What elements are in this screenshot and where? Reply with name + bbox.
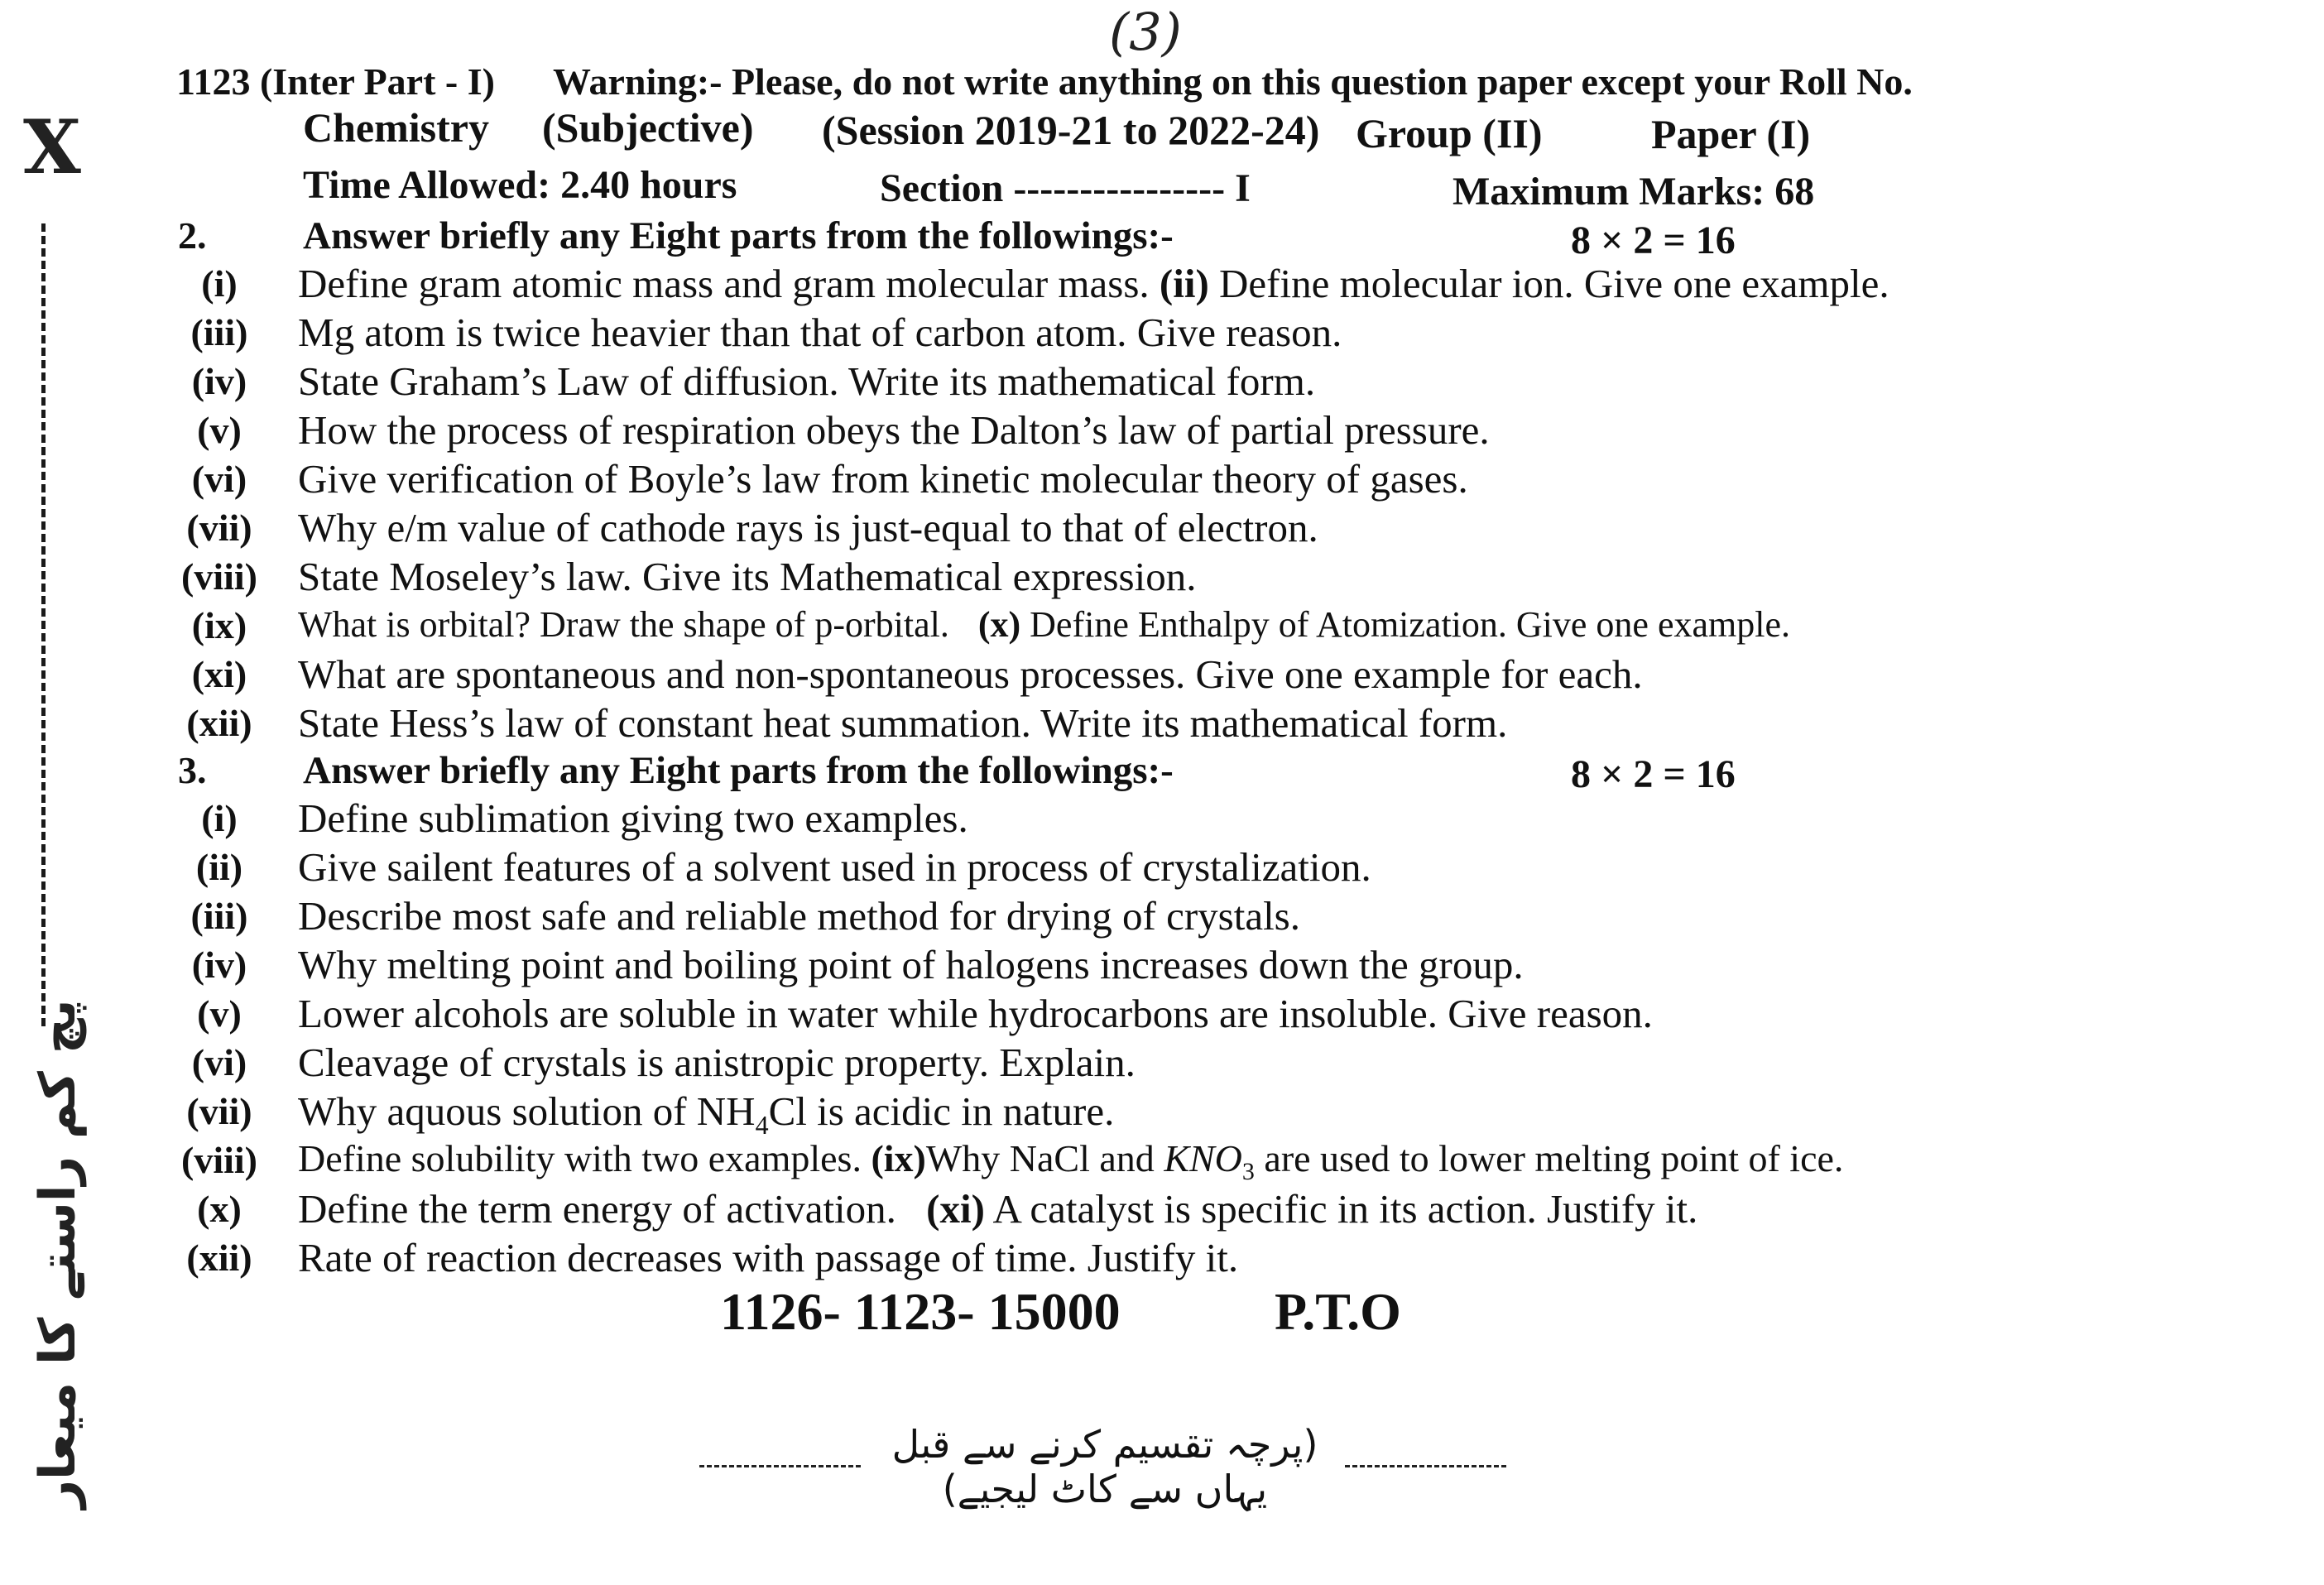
q2-part-number: (ix) xyxy=(191,604,247,646)
q3-part-number: (vi) xyxy=(191,1041,247,1083)
q2-part-number: (iii) xyxy=(190,311,248,353)
group: Group (II) xyxy=(1356,110,1543,156)
q2-part-text: Give verification of Boyle’s law from kinetic molecular theory of gases. xyxy=(298,456,1468,502)
side-cross-mark: X xyxy=(23,103,81,191)
paper-type: (Subjective) xyxy=(542,104,754,151)
q3-part-text: Cleavage of crystals is anistropic property. Explain. xyxy=(298,1040,1136,1085)
q3-marks: 8 × 2 = 16 xyxy=(1571,752,1736,796)
q3-part-text: Why NaCl and $KNO_3$ are used to lower melting point of ice. xyxy=(925,1137,1844,1186)
q2-part-text: State Moseley’s law. Give its Mathematical expression. xyxy=(298,554,1197,599)
session: (Session 2019-21 to 2022-24) xyxy=(822,107,1320,153)
q3-part-number: (v) xyxy=(197,992,242,1035)
q2-part-number: (iv) xyxy=(191,360,247,402)
q2-part-text: Define gram atomic mass and gram molecular mass. (ii) Define molecular ion. Give one example. xyxy=(298,261,1889,306)
q3-part-text: Define the term energy of activation. (xi) A catalyst is specific in its action. Justify it. xyxy=(298,1186,1698,1232)
cut-instruction: (پرچہ تقسیم کرنے سے قبل یہاں سے کاٹ لیجیے) xyxy=(891,1422,1318,1511)
q3-part-text: Why aquous solution of $NH_4Cl$ is acidic in nature. xyxy=(298,1088,1115,1140)
pto-label: P.T.O xyxy=(1275,1282,1401,1341)
q2-number: 2. xyxy=(178,214,207,257)
paper-code: 1123 (Inter Part - I) xyxy=(176,60,495,103)
q3-number: 3. xyxy=(178,749,207,791)
q2-part-text: Define Enthalpy of Atomization. Give one example. xyxy=(1030,604,1790,645)
q3-part-number: (ii) xyxy=(195,846,243,888)
paper-number: Paper (I) xyxy=(1651,111,1811,157)
q2-marks: 8 × 2 = 16 xyxy=(1571,219,1736,262)
paper-footer-code: 1126- 1123- 15000 xyxy=(720,1282,1121,1341)
q2-part-text: Mg atom is twice heavier than that of carbon atom. Give reason. xyxy=(298,310,1342,355)
q3-part-text: Why melting point and boiling point of halogens increases down the group. xyxy=(298,942,1524,987)
q2-heading: Answer briefly any Eight parts from the followings:- xyxy=(303,214,1174,257)
q3-part-number: (iii) xyxy=(190,895,248,937)
cut-line-left xyxy=(699,1465,861,1467)
q2-part-text: What are spontaneous and non-spontaneous processes. Give one example for each. xyxy=(298,651,1643,697)
q2-part-number: (ii) xyxy=(1159,261,1209,306)
q2-part-number: (x) xyxy=(977,604,1021,645)
q2-part-number: (xi) xyxy=(191,653,247,695)
q3-heading: Answer briefly any Eight parts from the followings:- xyxy=(303,749,1174,792)
side-urdu-note: پچ کم راستے کا میعار xyxy=(29,999,87,1509)
q2-part-number: (i) xyxy=(201,262,238,305)
q2-part-number: (vi) xyxy=(191,458,247,500)
cut-line-right xyxy=(1345,1465,1506,1467)
subject: Chemistry xyxy=(303,104,489,151)
q3-part-number: (iv) xyxy=(191,944,247,986)
q3-part-number: (vii) xyxy=(186,1090,252,1132)
q3-part-text: A catalyst is specific in its action. Justify it. xyxy=(992,1186,1698,1232)
q3-part-number: (ix) xyxy=(871,1137,926,1179)
side-margin-line xyxy=(41,223,46,1026)
q3-part-number: (i) xyxy=(201,797,238,839)
q3-part-text: Describe most safe and reliable method for drying of crystals. xyxy=(298,893,1301,939)
q3-part-number: (viii) xyxy=(181,1139,257,1181)
q2-part-number: (v) xyxy=(197,409,242,451)
q2-part-number: (viii) xyxy=(181,555,257,598)
q2-part-number: (xii) xyxy=(186,702,252,744)
q2-part-text: State Graham’s Law of diffusion. Write its mathematical form. xyxy=(298,358,1316,404)
q3-part-number: (xi) xyxy=(926,1186,985,1232)
time-allowed: Time Allowed: 2.40 hours xyxy=(303,163,737,207)
maximum-marks: Maximum Marks: 68 xyxy=(1452,170,1815,214)
warning-text: Warning:- Please, do not write anything on this question paper except your Roll No. xyxy=(553,60,1913,103)
q3-part-text: Define sublimation giving two examples. xyxy=(298,795,968,841)
q3-part-text: Rate of reaction decreases with passage of time. Justify it. xyxy=(298,1235,1239,1280)
q3-part-text: Define solubility with two examples. (ix)Why NaCl and $KNO_3$ are used to lower melting point of ice. xyxy=(298,1137,1844,1186)
q2-part-text: How the process of respiration obeys the Dalton’s law of partial pressure. xyxy=(298,407,1490,453)
q2-part-number: (vii) xyxy=(186,507,252,549)
section-label: Section ---------------- I xyxy=(880,166,1251,210)
q3-part-number: (x) xyxy=(197,1188,242,1230)
q3-part-text: Give sailent features of a solvent used in process of crystalization. xyxy=(298,844,1371,890)
q2-part-text: State Hess’s law of constant heat summation. Write its mathematical form. xyxy=(298,700,1508,746)
q2-part-text: What is orbital? Draw the shape of p-orbital. (x) Define Enthalpy of Atomization. Give one example. xyxy=(298,604,1790,645)
q3-part-text: Lower alcohols are soluble in water while hydrocarbons are insoluble. Give reason. xyxy=(298,991,1653,1036)
q3-part-number: (xii) xyxy=(186,1237,252,1279)
q2-part-text: Why e/m value of cathode rays is just-equal to that of electron. xyxy=(298,505,1318,550)
page-number-mark: (3) xyxy=(1109,2,1182,62)
q2-part-text: Define molecular ion. Give one example. xyxy=(1219,261,1889,306)
